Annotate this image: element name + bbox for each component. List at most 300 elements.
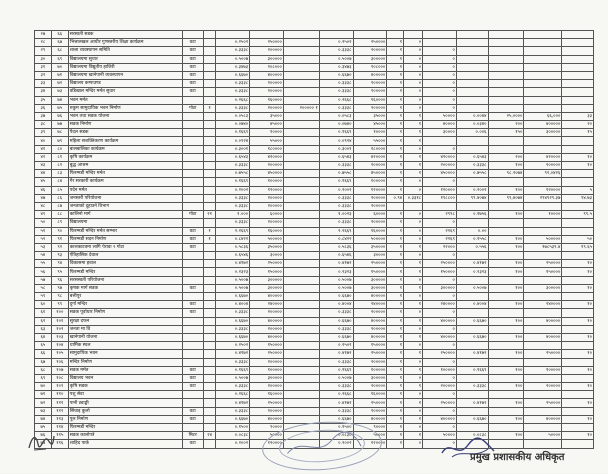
table-cell-code: ८८: [51, 211, 68, 219]
table-cell-c1: ०.७५५८: [216, 170, 250, 178]
table-cell-c6: १: [387, 170, 404, 178]
table-cell-sn: ६१: [35, 309, 52, 317]
table-cell-c11: [524, 104, 562, 112]
table-cell-c6: १: [387, 219, 404, 227]
table-cell-c11: ३०००००: [524, 129, 562, 137]
table-cell-c11: [524, 342, 562, 350]
table-cell-unit: वटा: [182, 366, 203, 374]
table-cell-sn: ६०: [35, 301, 52, 309]
table-cell-qty: [203, 333, 216, 341]
table-cell-desc: जनताको दुहाउने विभाग: [68, 202, 182, 210]
table-cell-c9: ०.४१७२: [456, 399, 488, 407]
table-cell-c12: [562, 170, 594, 178]
table-cell-c3: [283, 284, 319, 292]
table-cell-c10: [488, 227, 524, 235]
table-cell-unit: [182, 424, 203, 432]
table-cell-c8: ०: [423, 63, 457, 71]
table-cell-code: ११२: [51, 407, 68, 415]
table-cell-c10: [488, 293, 524, 301]
table-cell-c10: १००: [488, 235, 524, 243]
table-cell-c5: २५००००: [353, 399, 387, 407]
table-cell-desc: विद्यालयमा विद्युतीय हाजिरी: [68, 63, 182, 71]
table-cell-c4: २.२६६९: [319, 227, 353, 235]
table-cell-c1: ०.२५०२: [216, 342, 250, 350]
table-cell-c2: १६००००: [250, 391, 284, 399]
table-cell-desc: फिरम्मडी मन्दिर मर्मत: [68, 170, 182, 178]
table-cell-c9: ०.४१७२: [456, 350, 488, 358]
table-cell-c4: ०.६६७०: [319, 71, 353, 79]
table-cell-unit: गोटा: [182, 211, 203, 219]
table-cell-c9: [456, 407, 488, 415]
table-cell-code: ६८: [51, 47, 68, 55]
table-cell-code: ७७: [51, 121, 68, 129]
table-cell-unit: वटा: [182, 227, 203, 235]
table-cell-sn: ३९: [35, 129, 52, 137]
table-cell-c4: ०.३४७३: [319, 63, 353, 71]
table-cell-code: ९७: [51, 284, 68, 292]
table-cell-c9: ०.६५४३: [456, 153, 488, 161]
table-cell-c8: ०: [423, 293, 457, 301]
table-cell-c1: ०.२३२३: [216, 268, 250, 276]
table-row: [35, 219, 594, 227]
table-cell-c11: [524, 252, 562, 260]
table-cell-c8: ०: [423, 88, 457, 96]
table-cell-c9: [456, 293, 488, 301]
table-cell-c10: [488, 88, 524, 96]
table-cell-desc: सरस्वती सडक: [68, 31, 182, 39]
table-cell-c11: २०००००: [524, 383, 562, 391]
table-cell-sn: ४९: [35, 211, 52, 219]
table-cell-c3: [283, 227, 319, 235]
table-cell-c11: ४०००००: [524, 121, 562, 129]
table-cell-unit: वटा: [182, 55, 203, 63]
table-cell-qty: [203, 252, 216, 260]
table-cell-qty: [203, 399, 216, 407]
table-cell-code: ६७: [51, 39, 68, 47]
table-cell-c11: १२००००: [524, 186, 562, 194]
table-cell-c8: ०: [423, 325, 457, 333]
table-cell-c12: १०: [562, 317, 594, 325]
table-cell-c3: [283, 71, 319, 79]
table-cell-c5: २०००००: [353, 219, 387, 227]
table-cell-c9: ०.३३३८: [456, 162, 488, 170]
table-cell-c4: ०.५००७: [319, 284, 353, 292]
table-cell-sn: ६९: [35, 374, 52, 382]
table-cell-c9: ०.४००४: [456, 301, 488, 309]
table-cell-c12: [562, 374, 594, 382]
table-cell-c4: ०.२३२३: [319, 268, 353, 276]
table-cell-c12: [562, 71, 594, 79]
table-cell-c7: ०: [404, 104, 423, 112]
table-cell-c11: [524, 137, 562, 145]
table-cell-c5: ४५००००: [353, 170, 387, 178]
table-cell-c11: २५००००: [524, 399, 562, 407]
table-cell-c9: ०.१७५६: [456, 211, 488, 219]
table-cell-c10: ९९,४०७४: [488, 194, 524, 202]
table-cell-c9: ०.५००७: [456, 284, 488, 292]
table-cell-c4: ०.८४२२: [319, 235, 353, 243]
table-cell-c3: [283, 309, 319, 317]
table-cell-c5: २०००००: [353, 325, 387, 333]
table-cell-c5: २४००००: [353, 301, 387, 309]
table-cell-c6: ०.९४: [387, 194, 404, 202]
table-cell-c1: ०.३३३८: [216, 88, 250, 96]
table-cell-c11: [524, 39, 562, 47]
table-cell-desc: सडक कालोपत्रे: [68, 432, 182, 440]
table-cell-c5: १५००००: [353, 342, 387, 350]
table-cell-sn: ७५: [35, 424, 52, 432]
table-row: [35, 202, 594, 210]
table-cell-c1: ०.८४२२: [216, 235, 250, 243]
table-cell-c7: १: [404, 268, 423, 276]
table-cell-c3: [283, 96, 319, 104]
table-cell-code: ७८: [51, 129, 68, 137]
table-cell-c1: ०.३४७३: [216, 63, 250, 71]
table-cell-c12: [562, 293, 594, 301]
table-cell-c4: ०.१५००: [319, 424, 353, 432]
table-cell-c11: १००००: [524, 211, 562, 219]
table-cell-c5: [353, 31, 387, 39]
table-cell-code: ८३: [51, 170, 68, 178]
table-cell-unit: [182, 276, 203, 284]
table-cell-c4: ०.३००१: [319, 145, 353, 153]
table-cell-code: ८९: [51, 219, 68, 227]
table-cell-c6: १: [387, 121, 404, 129]
table-row: [35, 104, 594, 112]
table-cell-c8: ०: [423, 309, 457, 317]
table-row: [35, 260, 594, 268]
table-cell-c9: [456, 309, 488, 317]
table-cell-c5: ३००००: [353, 252, 387, 260]
table-row: [35, 342, 594, 350]
table-row: [35, 309, 594, 317]
table-cell-c1: ०.०९२४: [216, 137, 250, 145]
table-cell-c8: ४०००००: [423, 317, 457, 325]
table-cell-c9: ०.३३३८: [456, 383, 488, 391]
table-cell-c6: १: [387, 39, 404, 47]
table-cell-c1: ०.३३३८: [216, 219, 250, 227]
table-cell-c1: ०.२५०२: [216, 39, 250, 47]
table-cell-unit: [182, 342, 203, 350]
table-cell-desc: सिंचाइ कुलो: [68, 407, 182, 415]
table-cell-c1: ०.५००७: [216, 374, 250, 382]
table-cell-c11: [524, 325, 562, 333]
table-cell-desc: फिरम्मडी मन्दिर: [68, 268, 182, 276]
table-cell-c8: ०: [423, 219, 457, 227]
table-cell-c3: [283, 121, 319, 129]
table-cell-c4: ०.०९२४: [319, 137, 353, 145]
table-cell-c5: ४०००००: [353, 333, 387, 341]
table-cell-code: १००: [51, 309, 68, 317]
table-cell-c11: [524, 88, 562, 96]
table-cell-c1: ०.०७४०: [216, 121, 250, 129]
table-cell-c9: ०.४१७२: [456, 260, 488, 268]
table-cell-c12: ५: [562, 186, 594, 194]
table-cell-c9: ०.६६७०: [456, 333, 488, 341]
table-cell-c7: ०: [404, 342, 423, 350]
table-cell-c9: [456, 137, 488, 145]
table-cell-unit: वटा: [182, 383, 203, 391]
table-cell-c7: १: [404, 301, 423, 309]
table-row: [35, 63, 594, 71]
table-cell-c4: ०.१६६९: [319, 129, 353, 137]
table-cell-c6: १: [387, 309, 404, 317]
table-cell-c4: ०.५८३६: [319, 243, 353, 251]
table-cell-sn: ५८: [35, 284, 52, 292]
table-cell-c12: [562, 276, 594, 284]
table-cell-desc: फिरम्मडी मन्दिर मर्मत सम्भार: [68, 227, 182, 235]
table-cell-code: ११०: [51, 391, 68, 399]
table-cell-c3: [283, 268, 319, 276]
table-cell-c2: ५५०००: [250, 137, 284, 145]
table-cell-c12: [562, 31, 594, 39]
table-cell-c2: २०००००: [250, 309, 284, 317]
table-cell-c10: [488, 55, 524, 63]
table-cell-c9: [456, 391, 488, 399]
table-cell-c12: [562, 104, 594, 112]
table-cell-c9: [456, 325, 488, 333]
table-cell-code: ७६: [51, 112, 68, 120]
table-cell-desc: बत्तीपुर: [68, 293, 182, 301]
table-cell-c1: ०.४००४: [216, 301, 250, 309]
table-cell-c12: २०: [562, 121, 594, 129]
table-cell-c3: [283, 112, 319, 120]
table-cell-c3: [283, 366, 319, 374]
table-cell-unit: गोटा: [182, 104, 203, 112]
table-cell-c10: [488, 47, 524, 55]
table-row: [35, 55, 594, 63]
table-cell-c2: १५००००: [250, 342, 284, 350]
table-cell-code: ९८: [51, 293, 68, 301]
table-row: [35, 88, 594, 96]
table-cell-c1: ०.३३३८: [216, 80, 250, 88]
table-cell-c5: ३०००००: [353, 55, 387, 63]
table-cell-code: ८५: [51, 186, 68, 194]
table-cell-code: १११: [51, 399, 68, 407]
table-cell-c5: २०००००: [353, 383, 387, 391]
table-cell-desc: दुर्गा मन्दिर: [68, 301, 182, 309]
table-cell-c6: १: [387, 104, 404, 112]
table-cell-code: ७४: [51, 96, 68, 104]
table-cell-c4: ०.०७४०: [319, 121, 353, 129]
table-cell-c1: १.०००: [216, 211, 250, 219]
table-cell-c7: १: [404, 366, 423, 374]
table-cell-desc: रुकुम सामुदायिक भवन निर्माण: [68, 104, 182, 112]
table-cell-c10: १००: [488, 268, 524, 276]
table-cell-c9: [456, 104, 488, 112]
table-cell-sn: ४३: [35, 162, 52, 170]
table-cell-desc: कालिनो मार्ग: [68, 211, 182, 219]
table-cell-c5: ४०००००: [353, 317, 387, 325]
table-cell-desc: भवन मर्मत: [68, 96, 182, 104]
table-cell-c12: [562, 342, 594, 350]
table-cell-unit: [182, 391, 203, 399]
table-cell-c9: [456, 374, 488, 382]
table-cell-c1: ०.३३३८: [216, 309, 250, 317]
table-row: [35, 366, 594, 374]
table-cell-c4: ०.२६६८: [319, 96, 353, 104]
table-cell-c9: [456, 178, 488, 186]
table-row: [35, 71, 594, 79]
table-cell-c5: ९००००: [353, 424, 387, 432]
table-cell-c10: १००: [488, 432, 524, 440]
table-cell-c7: ०: [404, 178, 423, 186]
table-cell-sn: ३०: [35, 55, 52, 63]
table-cell-c5: २५००००: [353, 350, 387, 358]
table-cell-c12: [562, 227, 594, 235]
table-cell-c12: [562, 80, 594, 88]
table-cell-c6: १: [387, 71, 404, 79]
table-cell-c3: [283, 162, 319, 170]
table-cell-c5: ५०००००: [353, 235, 387, 243]
table-cell-desc: शाहिद पार्क: [68, 440, 182, 448]
table-row: [35, 178, 594, 186]
table-cell-qty: [203, 112, 216, 120]
table-cell-qty: [203, 219, 216, 227]
table-cell-c6: १: [387, 284, 404, 292]
table-cell-sn: ४७: [35, 194, 52, 202]
table-cell-c12: [562, 137, 594, 145]
table-cell-c10: [488, 219, 524, 227]
table-cell-c7: ०: [404, 293, 423, 301]
table-cell-c10: १००: [488, 162, 524, 170]
table-cell-desc: पैदल सडक: [68, 129, 182, 137]
table-cell-c6: १: [387, 96, 404, 104]
table-cell-c5: ४०००००: [353, 415, 387, 423]
table-cell-c12: १०: [562, 260, 594, 268]
table-cell-c9: [456, 202, 488, 210]
table-cell-c10: १००: [488, 243, 524, 251]
table-cell-c5: ४२००००: [353, 153, 387, 161]
table-cell-c4: ०.३३३८: [319, 219, 353, 227]
table-cell-c8: ०: [423, 178, 457, 186]
table-row: [35, 162, 594, 170]
table-cell-sn: ५७: [35, 276, 52, 284]
table-row: [35, 47, 594, 55]
table-cell-c3: [283, 325, 319, 333]
table-cell-c1: ०.२६६८: [216, 96, 250, 104]
table-cell-c8: २५००००: [423, 350, 457, 358]
table-cell-desc: कृषि कार्यक्रम: [68, 153, 182, 161]
table-row: [35, 391, 594, 399]
table-cell-qty: [203, 129, 216, 137]
table-cell-c11: [524, 71, 562, 79]
table-cell-c4: ०.६६७०: [319, 333, 353, 341]
table-cell-c7: १: [404, 129, 423, 137]
table-cell-c5: २०००००: [353, 88, 387, 96]
table-cell-unit: [182, 350, 203, 358]
table-cell-qty: [203, 317, 216, 325]
table-cell-desc: सुरक्षा दफन: [68, 317, 182, 325]
table-cell-c12: ९९.५: [562, 211, 594, 219]
table-cell-c9: ०.२३२३: [456, 268, 488, 276]
table-cell-c8: १०००००: [423, 366, 457, 374]
table-cell-c1: ०.४१७२: [216, 260, 250, 268]
table-cell-c11: [524, 80, 562, 88]
table-cell-qty: [203, 194, 216, 202]
table-cell-c12: ३३: [562, 112, 594, 120]
table-cell-code: ९३: [51, 252, 68, 260]
table-cell-desc: विकासमा हवाल: [68, 260, 182, 268]
table-cell-c11: [524, 63, 562, 71]
table-cell-c12: [562, 88, 594, 96]
table-cell-c10: १००: [488, 415, 524, 423]
table-cell-c5: २०००००: [353, 358, 387, 366]
table-cell-c1: ०.१५००: [216, 424, 250, 432]
table-cell-sn: ३७: [35, 112, 52, 120]
table-cell-c10: [488, 342, 524, 350]
table-cell-c12: [562, 358, 594, 366]
table-cell-c11: २५००००: [524, 260, 562, 268]
table-cell-qty: [203, 366, 216, 374]
table-cell-c2: १२००००: [250, 440, 284, 448]
table-cell-desc: सरसस्वती परियोजना: [68, 276, 182, 284]
table-cell-c7: ०: [404, 71, 423, 79]
table-cell-c2: ४०००००: [250, 71, 284, 79]
table-row: [35, 121, 594, 129]
table-cell-c4: ०.३३३८: [319, 202, 353, 210]
table-cell-desc: जनस्तरी परियोजना: [68, 194, 182, 202]
table-cell-c4: ०.५००७: [319, 55, 353, 63]
table-cell-code: ११६: [51, 440, 68, 448]
table-cell-c8: २४००००: [423, 301, 457, 309]
table-cell-c4: ०.५००७: [319, 276, 353, 284]
table-row: [35, 350, 594, 358]
table-cell-c12: [562, 252, 594, 260]
table-cell-c6: १: [387, 88, 404, 96]
table-row: [35, 145, 594, 153]
table-cell-c3: [283, 178, 319, 186]
table-cell-c3: [283, 260, 319, 268]
table-cell-c10: २००: [488, 153, 524, 161]
table-cell-unit: वटा: [182, 407, 203, 415]
table-cell-qty: [203, 145, 216, 153]
table-cell-c12: [562, 391, 594, 399]
table-cell-unit: वटा: [182, 88, 203, 96]
table-cell-c4: ०.२५०२: [319, 39, 353, 47]
table-cell-c7: ०.३३१८: [404, 194, 423, 202]
table-cell-c2: ५०००००: [250, 235, 284, 243]
table-cell-c11: ४२००००: [524, 153, 562, 161]
table-cell-c4: ०.७५५८: [319, 170, 353, 178]
table-cell-c10: [488, 391, 524, 399]
table-cell-unit: वटा: [182, 243, 203, 251]
table-cell-c3: [283, 194, 319, 202]
table-cell-c12: [562, 309, 594, 317]
table-cell-sn: ६३: [35, 325, 52, 333]
table-cell-c2: १६००००: [250, 96, 284, 104]
table-cell-c5: ५५०००: [353, 137, 387, 145]
table-cell-c7: ०: [404, 227, 423, 235]
table-cell-c1: ०.६६७०: [216, 293, 250, 301]
table-cell-c10: [488, 374, 524, 382]
table-cell-c2: २०००००: [250, 162, 284, 170]
table-cell-c10: [488, 63, 524, 71]
table-cell-c9: [456, 219, 488, 227]
table-cell-c4: ०.३३३८: [319, 309, 353, 317]
table-cell-c7: ०: [404, 88, 423, 96]
table-cell-desc: सडक मर्मत: [68, 366, 182, 374]
table-cell-c9: [456, 252, 488, 260]
table-cell-c9: [456, 424, 488, 432]
table-cell-unit: [182, 178, 203, 186]
table-cell-c6: १: [387, 211, 404, 219]
table-cell-code: १०१: [51, 317, 68, 325]
table-cell-c2: २०००००: [250, 383, 284, 391]
table-cell-c6: १: [387, 227, 404, 235]
table-cell-c3: [283, 39, 319, 47]
table-cell-qty: [203, 178, 216, 186]
